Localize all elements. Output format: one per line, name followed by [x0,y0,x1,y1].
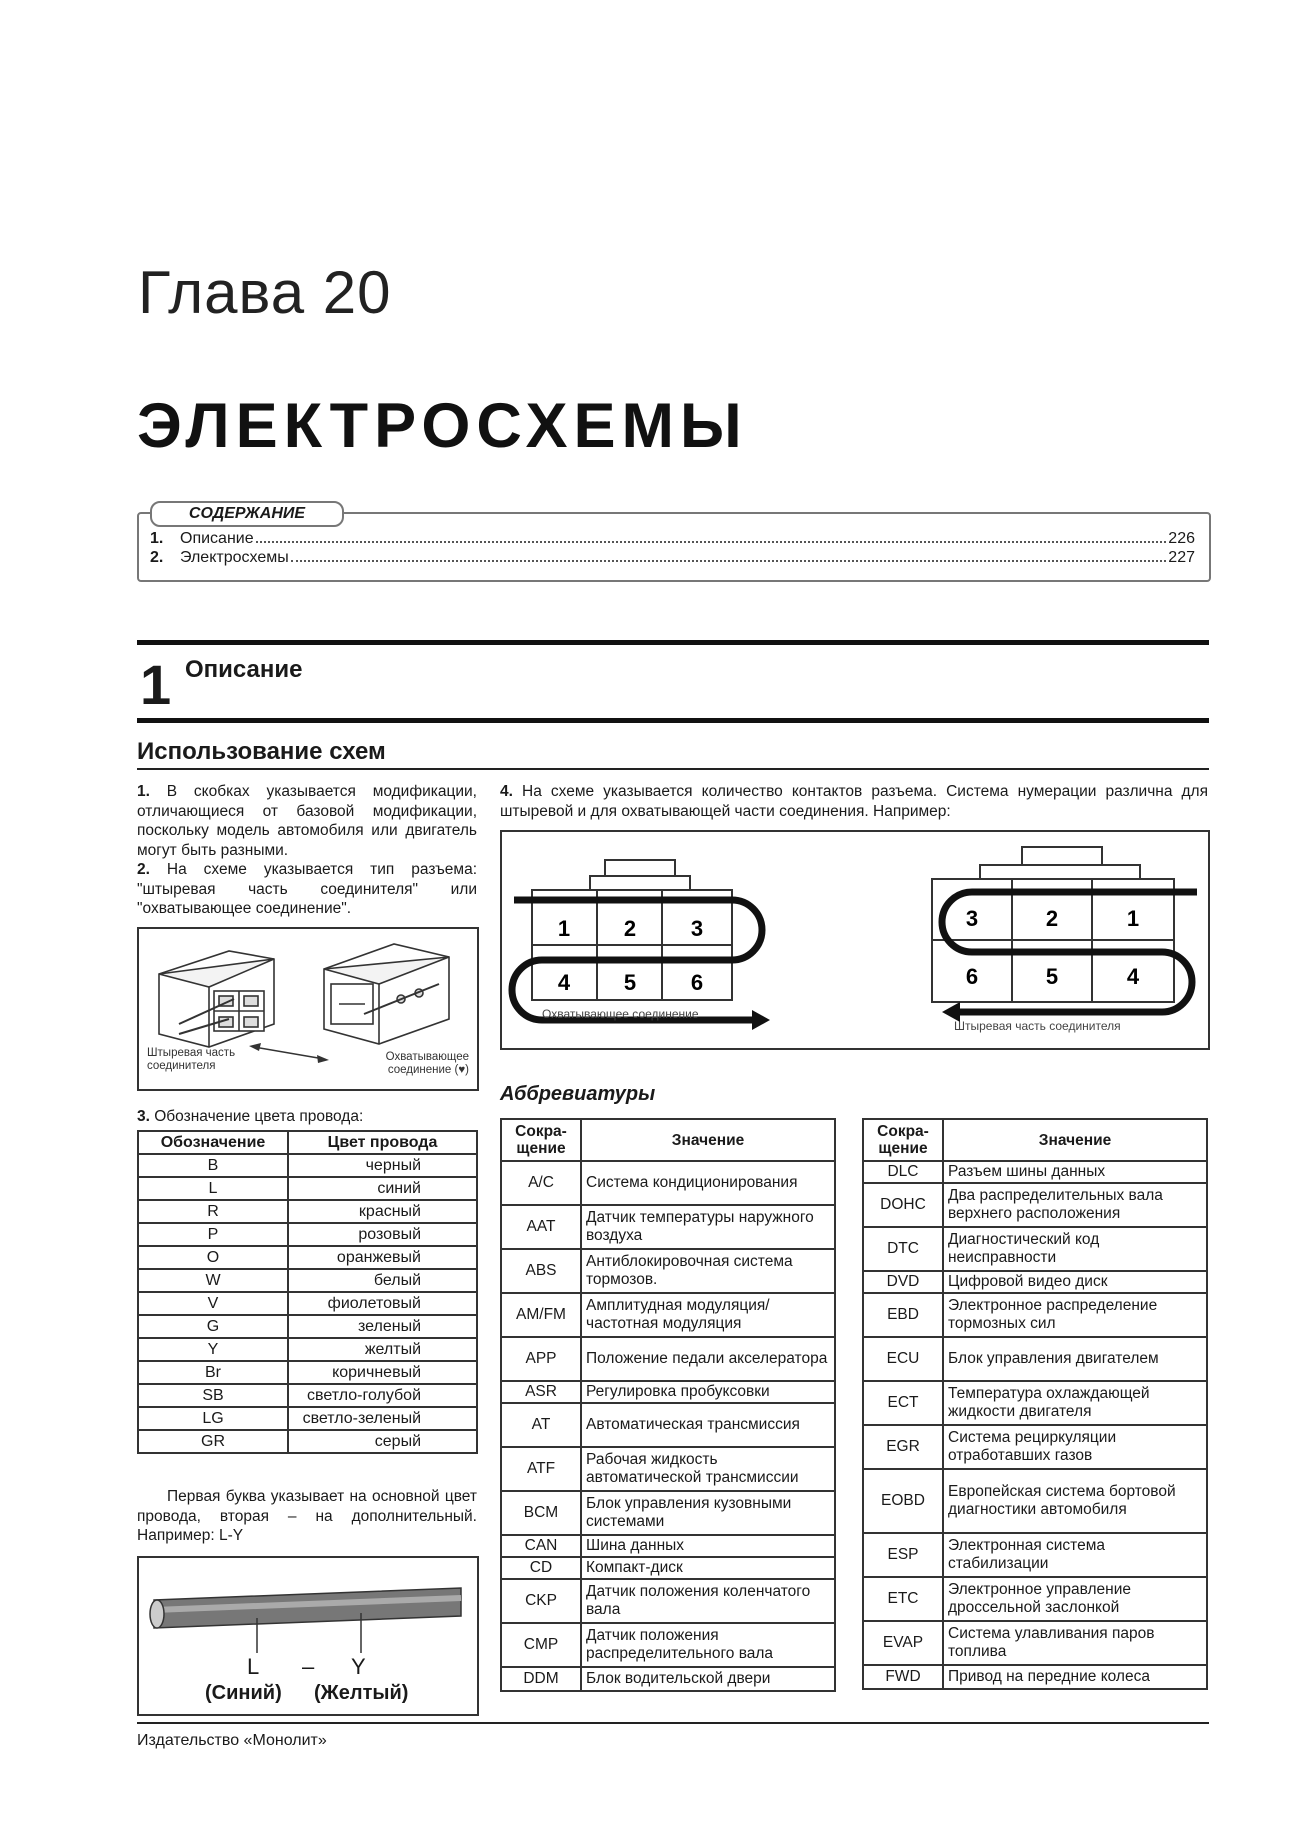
subsection-title: Использование схем [137,738,386,765]
table-row [863,1183,1207,1227]
table-row [863,1271,1207,1293]
table-row [138,1407,477,1430]
toc-heading: СОДЕРЖАНИЕ [150,501,344,527]
column-header: Значение [581,1119,835,1161]
abbreviation: ABS [501,1249,581,1293]
table-row [501,1557,835,1579]
column-header: Сокра- щение [501,1119,581,1161]
table-row [501,1623,835,1667]
abbreviation-meaning: Европейская система бортовой диагностики автомобиля [943,1469,1207,1533]
table-row [138,1223,477,1246]
abbreviation: EOBD [863,1469,943,1533]
abbreviation-meaning: Датчик положения распределительного вала [581,1623,835,1667]
wire-stripe-color: (Желтый) [314,1682,409,1704]
abbreviation: ATF [501,1447,581,1491]
abbreviation-meaning: Шина данных [581,1535,835,1557]
abbreviation: DVD [863,1271,943,1293]
color-code: O [138,1246,288,1269]
wire-main-code: L [247,1654,260,1679]
abbreviation: AM/FM [501,1293,581,1337]
wire-stripe-code: Y [351,1654,366,1679]
abbreviation-meaning: Положение педали акселератора [581,1337,835,1381]
table-row [501,1293,835,1337]
abbreviation: ECU [863,1337,943,1381]
color-code: P [138,1223,288,1246]
abbreviation: APP [501,1337,581,1381]
abbreviation-meaning: Блок управления кузовными системами [581,1491,835,1535]
chapter-number: Глава 20 [138,259,392,326]
pin-number: 2 [623,916,637,941]
abbreviation-meaning: Система улавливания паров топлива [943,1621,1207,1665]
abbreviation: EVAP [863,1621,943,1665]
table-row [863,1533,1207,1577]
abbreviation-meaning: Электронное управление дроссельной заслонкой [943,1577,1207,1621]
column-header: Значение [943,1119,1207,1161]
paragraph-text: На схеме указывается количество контактов разъема. Система нумерации различна для штыревой и для охватывающей части соединения. Например: [500,783,1208,820]
abbreviation-meaning: Система рециркуляции отработавших газов [943,1425,1207,1469]
abbreviation: CKP [501,1579,581,1623]
toc-item-number: 2. [150,549,164,566]
abbreviation-meaning: Два распределительных вала верхнего расположения [943,1183,1207,1227]
abbreviation: CAN [501,1535,581,1557]
subsection-rule [137,768,1209,770]
color-code: LG [138,1407,288,1430]
color-code: GR [138,1430,288,1453]
pin-number: 1 [557,916,571,941]
section-title: Описание [185,656,303,683]
abbreviations-table-left [500,1118,836,1692]
abbreviation-meaning: Разъем шины данных [943,1161,1207,1183]
pin-numbering-diagram [502,832,1208,1048]
abbreviation-meaning: Блок управления двигателем [943,1337,1207,1381]
color-code: W [138,1269,288,1292]
color-code: L [138,1177,288,1200]
table-row [863,1381,1207,1425]
pin-number: 6 [690,970,704,995]
color-name: желтый [288,1338,477,1361]
connector-figure [137,927,479,1091]
male-connector-label: Штыревая часть соединителя [147,1047,236,1072]
wire-illustration [139,1558,477,1714]
table-header-row [138,1131,477,1154]
column-header: Цвет провода [288,1131,477,1154]
table-row [501,1161,835,1205]
pin-number: 2 [1045,906,1059,931]
pin-number: 4 [1126,964,1140,989]
color-name: белый [288,1269,477,1292]
toc-item-page: 226 [1168,530,1195,547]
pin-number: 3 [690,916,704,941]
chapter-title: ЭЛЕКТРОСХЕМЫ [137,391,748,461]
table-row [863,1293,1207,1337]
color-name: черный [288,1154,477,1177]
color-code: Y [138,1338,288,1361]
abbreviation-meaning: Электронное распределение тормозных сил [943,1293,1207,1337]
toc-dots [291,560,1167,562]
column-header: Сокра- щение [863,1119,943,1161]
abbreviation-meaning: Компакт-диск [581,1557,835,1579]
table-row [501,1491,835,1535]
abbreviation-meaning: Амплитудная модуляция/ частотная модуляция [581,1293,835,1337]
abbreviation: CMP [501,1623,581,1667]
pin-numbering-figure [500,830,1210,1050]
table-row [501,1403,835,1447]
wire-dash: – [302,1654,315,1679]
table-row [863,1425,1207,1469]
table-row [138,1177,477,1200]
color-code: Br [138,1361,288,1384]
table-row [501,1381,835,1403]
abbreviation-meaning: Антиблокировочная система тормозов. [581,1249,835,1293]
abbreviation: AAT [501,1205,581,1249]
color-name: синий [288,1177,477,1200]
female-connector-label: Охватывающее соединение (♥) [385,1051,469,1076]
table-row [138,1315,477,1338]
column-header: Обозначение [138,1131,288,1154]
section-number: 1 [140,653,172,716]
toc-item-label: Электросхемы [180,549,289,566]
abbreviation-meaning: Рабочая жидкость автоматической трансмиссии [581,1447,835,1491]
abbreviation: ETC [863,1577,943,1621]
pin-number: 4 [557,970,571,995]
paragraph-number: 1. [137,783,150,800]
pin-number: 6 [965,964,979,989]
toc-dots [256,541,1167,543]
color-code: SB [138,1384,288,1407]
abbreviation-meaning: Блок водительской двери [581,1667,835,1691]
color-name: светло-зеленый [288,1407,477,1430]
abbreviation-meaning: Регулировка пробуксовки [581,1381,835,1403]
table-row [863,1577,1207,1621]
abbreviation-meaning: Датчик положения коленчатого вала [581,1579,835,1623]
paragraph-text: На схеме указывается тип разъема: "штыревая часть соединителя" или "охватывающее соединение". [137,861,477,917]
abbreviation: DTC [863,1227,943,1271]
table-row [138,1269,477,1292]
table-row [863,1161,1207,1183]
pin-number: 5 [1045,964,1059,989]
abbreviation-meaning: Температура охлаждающей жидкости двигателя [943,1381,1207,1425]
table-header-row [501,1119,835,1161]
paragraph-4 [500,782,1208,821]
color-name: оранжевый [288,1246,477,1269]
table-row [863,1337,1207,1381]
paragraph-number: 4. [500,783,513,800]
paragraph-number: 2. [137,861,150,878]
abbreviation: DDM [501,1667,581,1691]
abbreviation: EGR [863,1425,943,1469]
abbreviation: BCM [501,1491,581,1535]
table-row [138,1154,477,1177]
table-row [863,1227,1207,1271]
table-row [138,1200,477,1223]
table-row [863,1665,1207,1689]
color-name: зеленый [288,1315,477,1338]
color-name: розовый [288,1223,477,1246]
table-row [501,1249,835,1293]
pin-number: 3 [965,906,979,931]
color-code: G [138,1315,288,1338]
toc-item[interactable] [150,530,1195,548]
color-code: V [138,1292,288,1315]
abbreviation: A/C [501,1161,581,1205]
table-row [138,1246,477,1269]
table-row [138,1338,477,1361]
table-row [501,1447,835,1491]
abbreviation: CD [501,1557,581,1579]
section-rule-top [137,640,1209,645]
table-row [138,1384,477,1407]
paragraph-2 [137,860,477,919]
abbreviation-meaning: Датчик температуры наружного воздуха [581,1205,835,1249]
paragraph-number: 3. [137,1108,150,1125]
table-row [501,1667,835,1691]
abbreviation: ESP [863,1533,943,1577]
color-name: красный [288,1200,477,1223]
wire-color-table [137,1130,478,1454]
male-caption: Штыревая часть соединителя [954,1019,1121,1033]
abbreviation-meaning: Привод на передние колеса [943,1665,1207,1689]
toc-item-label: Описание [180,530,254,547]
color-name: коричневый [288,1361,477,1384]
abbreviation: EBD [863,1293,943,1337]
toc-item-number: 1. [150,530,164,547]
abbreviations-heading: Аббревиатуры [500,1083,656,1105]
color-name: серый [288,1430,477,1453]
paragraph-text: В скобках указывается модификации, отличающиеся от базовой модификации, поскольку модель автомобиля или двигатель могут быть разными. [137,783,477,859]
abbreviation-meaning: Электронная система стабилизации [943,1533,1207,1577]
pin-number: 1 [1126,906,1140,931]
table-row [501,1535,835,1557]
paragraph-3 [137,1107,477,1127]
color-name: фиолетовый [288,1292,477,1315]
abbreviation: ECT [863,1381,943,1425]
table-row [501,1579,835,1623]
abbreviation-meaning: Автоматическая трансмиссия [581,1403,835,1447]
table-row [138,1292,477,1315]
section-rule-bottom [137,718,1209,723]
wire-figure [137,1556,479,1716]
toc-item-page: 227 [1168,549,1195,566]
wire-note: Первая буква указывает на основной цвет провода, вторая – на дополнительный. Например: L-Y [137,1488,477,1544]
paragraph-text: Обозначение цвета провода: [154,1108,364,1125]
table-header-row [863,1119,1207,1161]
table-row [863,1469,1207,1533]
table-row [501,1337,835,1381]
table-row [863,1621,1207,1665]
color-code: R [138,1200,288,1223]
abbreviation-meaning: Цифровой видео диск [943,1271,1207,1293]
table-row [138,1361,477,1384]
color-name: светло-голубой [288,1384,477,1407]
table-row [501,1205,835,1249]
publisher-footer: Издательство «Монолит» [137,1732,327,1749]
female-caption: Охватывающее соединение [542,1007,699,1021]
abbreviation-meaning: Диагностический код неисправности [943,1227,1207,1271]
color-code: B [138,1154,288,1177]
abbreviation: FWD [863,1665,943,1689]
abbreviation: DLC [863,1161,943,1183]
table-row [138,1430,477,1453]
paragraph-1 [137,782,477,860]
abbreviation: DOHC [863,1183,943,1227]
wire-main-color: (Синий) [205,1682,282,1704]
abbreviations-table-right [862,1118,1208,1690]
abbreviation: AT [501,1403,581,1447]
pin-number: 5 [623,970,637,995]
footer-rule [137,1722,1209,1724]
toc-item[interactable] [150,549,1195,567]
abbreviation: ASR [501,1381,581,1403]
abbreviation-meaning: Система кондиционирования [581,1161,835,1205]
